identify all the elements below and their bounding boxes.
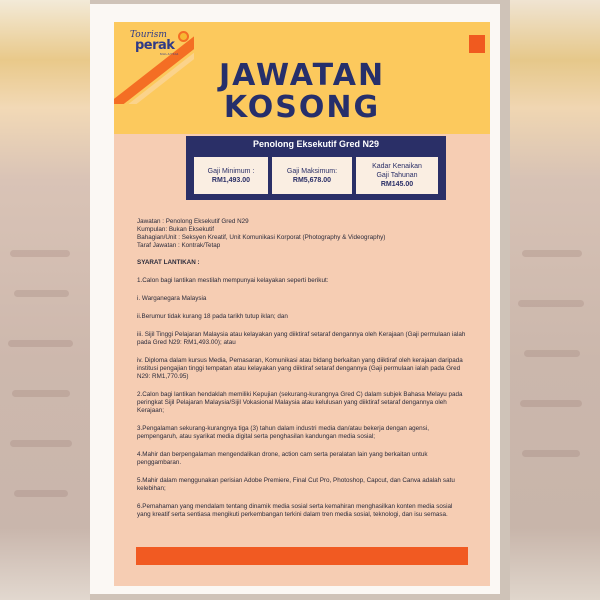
blur-line — [14, 290, 69, 297]
heading-line-2: KOSONG — [223, 90, 381, 125]
salary-min-label: Gaji Minimum : — [207, 167, 255, 175]
detail-bahagian: Bahagian/Unit : Seksyen Kreatif, Unit Komunikasi Korporat (Photography & Videography) — [137, 234, 386, 241]
requirement-item: 6.Pemahaman yang mendalam tentang dinamik media sosial serta kemahiran menghasilkan konten media sosial yang kreatif serta sentiasa mengikuti perkembangan terkini dalam tren media sosial, teknologi, dan isu semasa. — [137, 503, 453, 518]
blurred-backdrop-right — [510, 0, 600, 600]
salary-increment-label-2: Gaji Tahunan — [376, 172, 418, 179]
bottom-orange-bar — [136, 547, 468, 565]
salary-max-cell — [272, 157, 352, 194]
requirement-item: iv. Diploma dalam kursus Media, Pemasaran, Komunikasi atau bidang berkaitan yang diiktiraf oleh kerajaan daripada institusi pengajian tinggi tempatan atau kelayakan yang diiktiraf setaraf dengannya (Gaji permulaan ialah pada Gred N29: RM1,770.95) — [137, 357, 463, 380]
requirement-item: ii.Berumur tidak kurang 18 pada tarikh tutup iklan; dan — [137, 313, 288, 320]
blur-line — [520, 400, 582, 407]
logo-main-text: perak — [135, 38, 175, 53]
blur-line — [8, 340, 73, 347]
logo-script-text: Tourism — [130, 30, 167, 40]
blur-line — [10, 250, 70, 257]
salary-increment-value: RM145.00 — [380, 181, 414, 188]
requirement-item: 3.Pengalaman sekurang-kurangnya tiga (3) tahun dalam industri media dan/atau bekerja dengan agensi, pempengaruh, atau syarikat media digital serta penghasilan kandungan media sosial; — [137, 425, 429, 440]
salary-increment-label-1: Kadar Kenaikan — [372, 163, 422, 170]
salary-max-label: Gaji Maksimum: — [286, 167, 338, 175]
salary-min-cell — [194, 157, 268, 194]
job-details — [137, 218, 467, 519]
detail-kumpulan: Kumpulan: Bukan Eksekutif — [137, 226, 215, 233]
salary-box — [186, 152, 446, 200]
blur-line — [14, 490, 68, 497]
blur-line — [10, 440, 72, 447]
poster-card — [90, 4, 500, 594]
blur-line — [524, 350, 580, 357]
requirement-item: 1.Calon bagi lantikan mestilah mempunyai kelayakan seperti berikut: — [137, 277, 329, 284]
salary-min-value: RM1,493.00 — [211, 176, 251, 184]
orange-square-decoration — [469, 35, 485, 53]
blur-line — [518, 300, 584, 307]
detail-taraf: Taraf Jawatan : Kontrak/Tetap — [137, 242, 221, 249]
logo-sub-text: MALAYSIA — [160, 52, 179, 56]
requirement-item: iii. Sijil Tinggi Pelajaran Malaysia atau kelayakan yang diiktiraf setaraf dengannya oleh Kerajaan (Gaji permulaan ialah pada Gred N29: RM1,493.00); atau — [137, 331, 466, 346]
blur-line — [522, 450, 580, 457]
requirement-item: i. Warganegara Malaysia — [137, 295, 207, 302]
blur-line — [522, 250, 582, 257]
salary-max-value: RM5,678.00 — [292, 176, 332, 184]
requirement-item: 2.Calon bagi lantikan hendaklah memiliki Kepujian (sekurang-kurangnya Gred C) dalam subjek Bahasa Melayu pada peringkat Sijil Pelajaran Malaysia/Sijil Vokasional Malaysia atau kelulusan yang diiktiraf setaraf dengannya oleh Kerajaan; — [137, 391, 463, 414]
sun-icon — [178, 31, 189, 42]
tourism-perak-logo — [130, 30, 190, 56]
blur-line — [12, 390, 70, 397]
post-title-bar: Penolong Eksekutif Gred N29 — [186, 136, 446, 152]
salary-increment-cell — [356, 157, 438, 194]
poster-inner — [114, 22, 490, 586]
blurred-backdrop-left — [0, 0, 90, 600]
requirements-heading: SYARAT LANTIKAN : — [137, 259, 200, 266]
requirement-item: 5.Mahir dalam menggunakan perisian Adobe Premiere, Final Cut Pro, Photoshop, Capcut, dan Canva adalah satu kelebihan; — [137, 477, 455, 492]
requirement-item: 4.Mahir dan berpengalaman mengendalikan drone, action cam serta peralatan lain yang berkaitan untuk penggambaran. — [137, 451, 428, 466]
heading-line-1: JAWATAN — [218, 58, 386, 93]
detail-jawatan: Jawatan : Penolong Eksekutif Gred N29 — [137, 218, 249, 225]
